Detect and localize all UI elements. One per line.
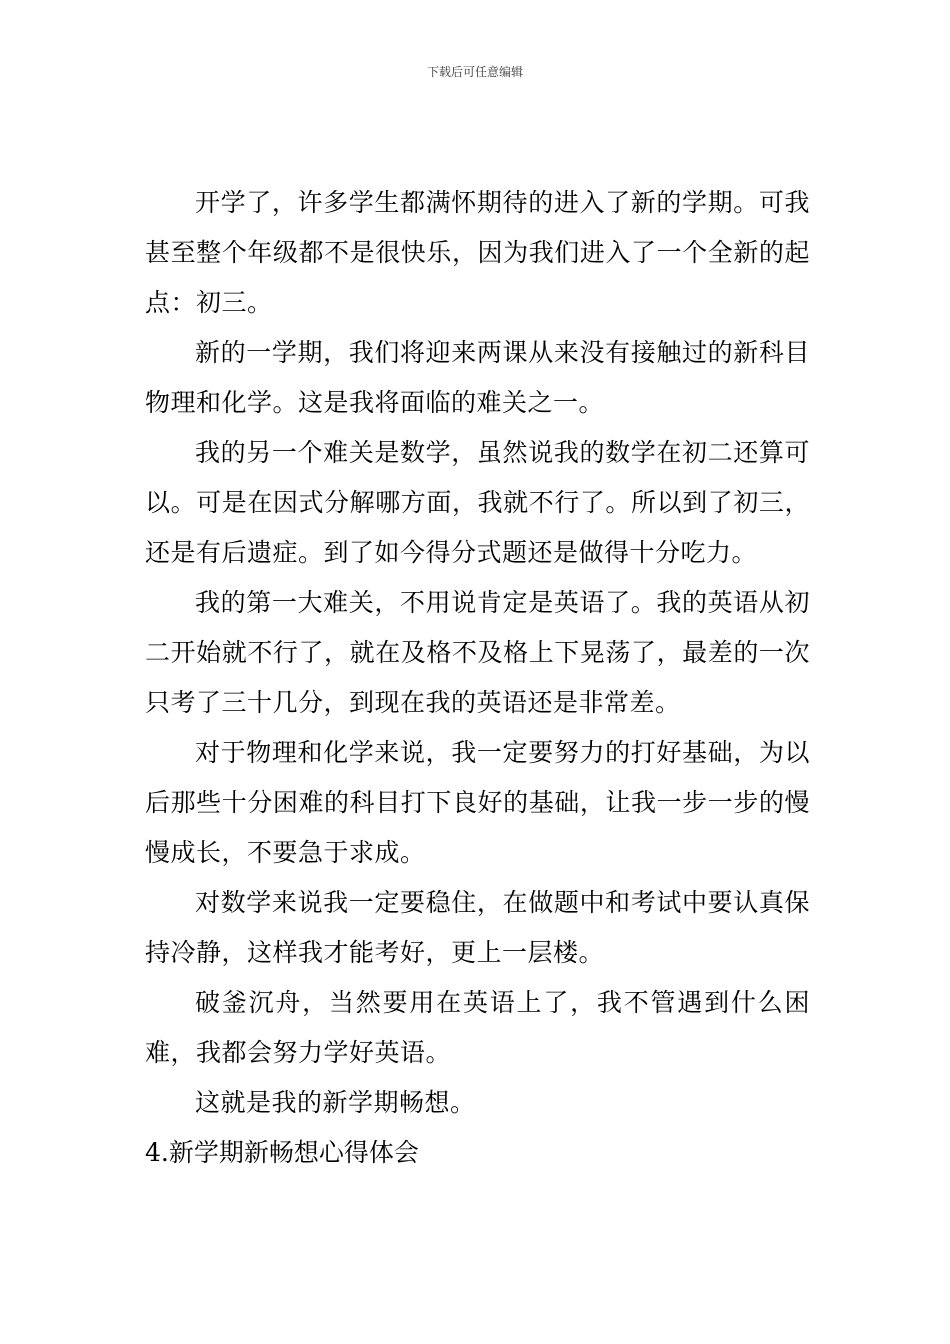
paragraph-1: 开学了，许多学生都满怀期待的进入了新的学期。可我甚至整个年级都不是很快乐，因为我们进入了一个全新的起点：初三。 — [145, 188, 810, 317]
section-heading: 4.新学期新畅想心得体会 — [145, 1138, 419, 1167]
paragraph-6: 对数学来说我一定要稳住，在做题中和考试中要认真保持冷静，这样我才能考好，更上一层楼。 — [145, 888, 810, 967]
document-body — [145, 178, 810, 1178]
paragraph-2: 新的一学期，我们将迎来两课从来没有接触过的新科目物理和化学。这是我将面临的难关之一。 — [145, 338, 810, 417]
paragraph-3: 我的另一个难关是数学，虽然说我的数学在初二还算可以。可是在因式分解哪方面，我就不行了。所以到了初三，还是有后遗症。到了如今得分式题还是做得十分吃力。 — [145, 438, 810, 567]
page-header: 下载后可任意编辑 — [426, 65, 523, 79]
paragraph-5: 对于物理和化学来说，我一定要努力的打好基础，为以后那些十分困难的科目打下良好的基础，让我一步一步的慢慢成长，不要急于求成。 — [145, 738, 810, 867]
paragraph-7: 破釜沉舟，当然要用在英语上了，我不管遇到什么困难，我都会努力学好英语。 — [145, 988, 810, 1067]
paragraph-8: 这就是我的新学期畅想。 — [195, 1088, 476, 1117]
paragraph-4: 我的第一大难关，不用说肯定是英语了。我的英语从初二开始就不行了，就在及格不及格上下晃荡了，最差的一次只考了三十几分，到现在我的英语还是非常差。 — [145, 588, 810, 717]
